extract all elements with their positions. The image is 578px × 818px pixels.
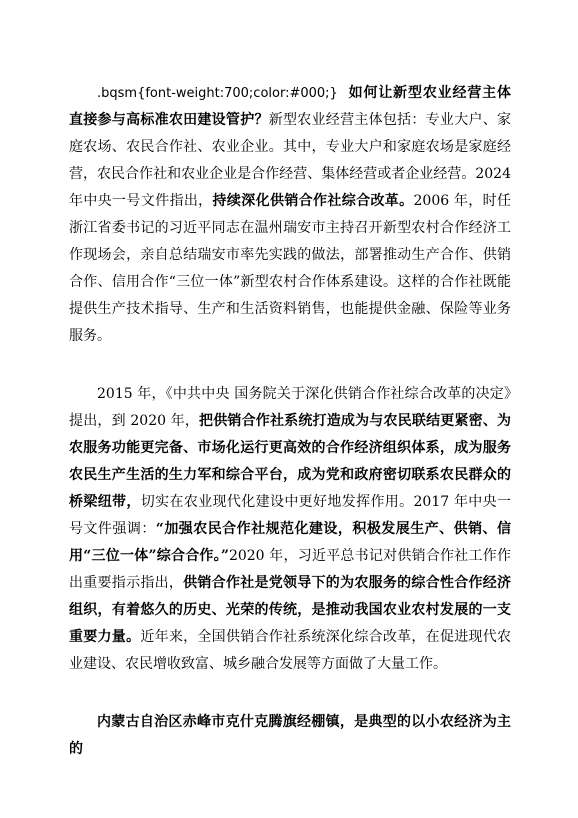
paragraph-2-emphasis-b: “加强农民合作社规范化建设，积极发展生产、供销、信用“三位一体”综合合作。”: [69, 521, 511, 564]
paragraph-2-emphasis-a: 把供销合作社系统打造成为与农民联结更紧密、为农服务功能更完备、市场化运行更高效的合作经济组织体系，成为服务农民生产生活的生力军和综合平台，成为党和政府密切联系农民群众的桥梁纽带，: [69, 413, 512, 510]
paragraph-1-text-b: 2024 年中央一号文件指出，: [69, 166, 511, 209]
paragraph-1: [69, 80, 511, 350]
document-body: [69, 80, 511, 763]
paragraph-3: [69, 709, 511, 763]
paragraph-3-emphasis: 内蒙古自治区赤峰市克什克腾旗经棚镇，是典型的以小农经济为主的: [69, 714, 511, 757]
paragraph-2: [69, 381, 511, 678]
question-heading: 如何让新型农业经营主体直接参与高标准农田建设管护？: [69, 85, 511, 128]
paragraph-2-text-c: 2017 年中央一号文件强调：: [69, 494, 512, 537]
paragraph-1-text-a: 新型农业经营主体包括：专业大户、家庭农场、农民合作社、农业企业。其中，专业大户和家庭农场是家庭经营，农民合作社和农业企业是合作经营、集体经营或者企业经营。: [69, 112, 512, 182]
paragraph-1-emphasis: 持续深化供销合作社综合改革。: [212, 193, 414, 209]
paragraph-1-text-c: 2006 年，时任浙江省委书记的习近平同志在温州瑞安市主持召开新型农村合作经济工作现场会，亲自总结瑞安市率先实践的做法，部署推动生产合作、供销合作、信用合作“三位一体”新型农村合作体系建设。这样的合作社既能提供生产技术指导、生产和生活资料销售，也能提供金融、保险等业务服务。: [69, 193, 511, 344]
paragraph-2-text-d: 2020 年，习近平总书记对供销合作社工作作出重要指示指出，: [69, 548, 511, 591]
css-code-snippet: .bqsm{font-weight:700;color:#000;}: [97, 86, 338, 101]
paragraph-2-emphasis-c: 供销合作社是党领导下的为农服务的综合性合作经济组织，有着悠久的历史、光荣的传统，是推动我国农业农村发展的一支重要力量。: [69, 575, 512, 645]
paragraph-2-text-b: 切实在农业现代化建设中更好地发挥作用。: [140, 494, 414, 510]
paragraph-2-text-a: 2015 年，《中共中央 国务院关于深化供销合作社综合改革的决定》提出，到 2020 年，: [69, 386, 511, 429]
paragraph-2-text-e: 近年来，全国供销合作社系统深化综合改革，在促进现代农业建设、农民增收致富、城乡融合发展等方面做了大量工作。: [69, 629, 512, 672]
